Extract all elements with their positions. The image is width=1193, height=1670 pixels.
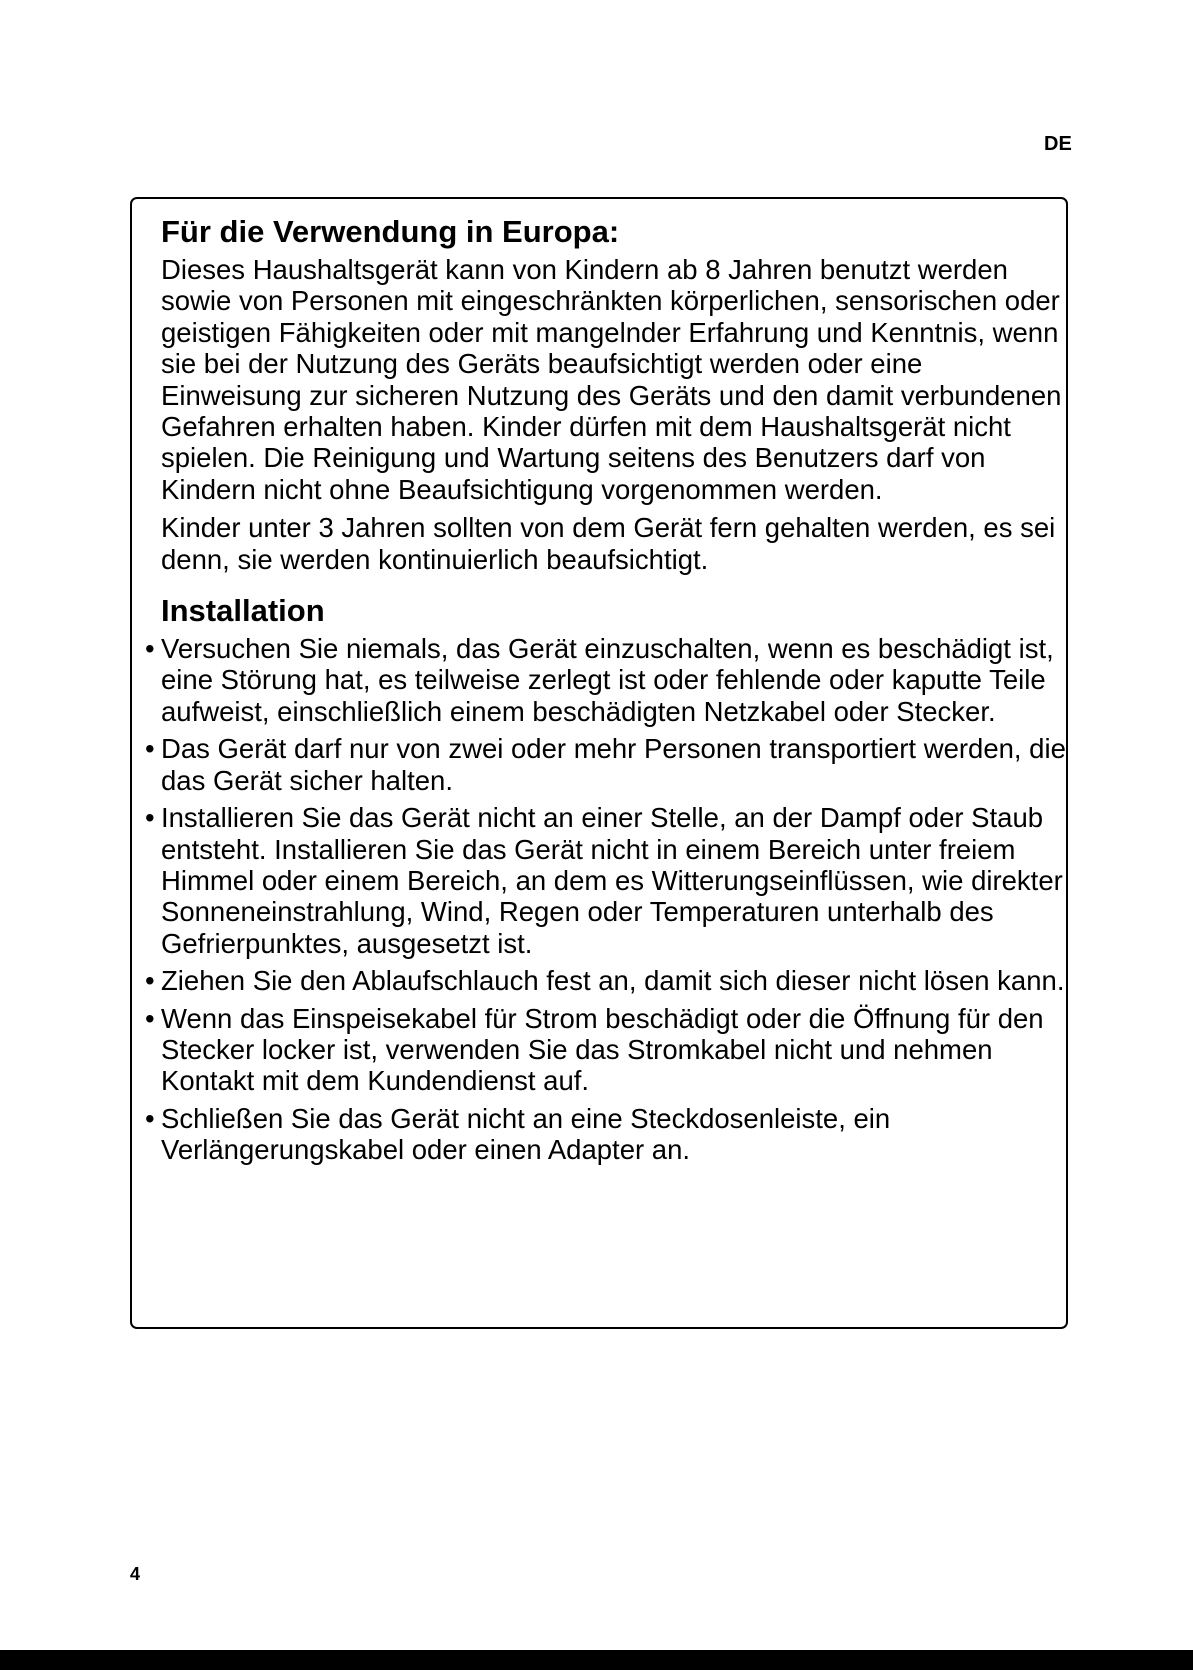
installation-list [145, 633, 1066, 1166]
europe-paragraph: Kinder unter 3 Jahren sollten von dem Gerät fern gehalten werden, es sei denn, sie werden kontinuierlich beaufsichtigt. [161, 512, 1056, 575]
bullet-icon: • [145, 1102, 155, 1134]
installation-item [145, 733, 1066, 796]
installation-item [145, 965, 1066, 997]
safety-notice-box [130, 197, 1068, 1329]
language-code: DE [1044, 133, 1072, 155]
bullet-icon: • [145, 633, 155, 665]
bullet-icon: • [145, 733, 155, 765]
installation-item-text: Wenn das Einspeisekabel für Strom beschädigt oder die Öffnung für den Stecker locker ist, verwenden Sie das Stromkabel nicht und nehmen Kontakt mit dem Kundendienst auf. [161, 1002, 1044, 1097]
europe-heading: Für die Verwendung in Europa: [161, 214, 620, 249]
installation-item [145, 1102, 1066, 1166]
installation-item-text: Schließen Sie das Gerät nicht an eine Steckdosenleiste, ein Verlängerungskabel oder einen Adapter an. [161, 1102, 891, 1166]
installation-item [145, 1002, 1066, 1097]
installation-item-text: Installieren Sie das Gerät nicht an einer Stelle, an der Dampf oder Staub entsteht. Installieren Sie das Gerät nicht in einem Bereich unter freiem Himmel oder einem Bereich, an dem es Witterungseinflüssen, wie direkter Sonneneinstrahlung, Wind, Regen oder Temperaturen unterhalb des Gefrierpunktes, ausgesetzt ist. [161, 802, 1063, 959]
notice-content [145, 214, 1066, 1172]
installation-item-text: Das Gerät darf nur von zwei oder mehr Personen transportiert werden, die das Gerät sicher halten. [161, 733, 1066, 796]
installation-item [145, 802, 1066, 959]
page-number: 4 [130, 1564, 141, 1584]
installation-heading: Installation [161, 593, 325, 629]
bullet-icon: • [145, 1002, 155, 1034]
bullet-icon: • [145, 965, 155, 997]
installation-item-text: Ziehen Sie den Ablaufschlauch fest an, damit sich dieser nicht lösen kann. [161, 965, 1065, 997]
installation-item-text: Versuchen Sie niemals, das Gerät einzuschalten, wenn es beschädigt ist, eine Störung hat, es teilweise zerlegt ist oder fehlende oder kaputte Teile aufweist, einschließlich einem beschädigten Netzkabel oder Stecker. [161, 633, 1054, 727]
europe-paragraph: Dieses Haushaltsgerät kann von Kindern ab 8 Jahren benutzt werden sowie von Personen mit eingeschränkten körperlichen, sensorischen oder geistigen Fähigkeiten oder mit mangelnder Erfahrung und Kenntnis, wenn sie bei der Nutzung des Geräts beaufsichtigt werden oder eine Einweisung zur sicheren Nutzung des Geräts und den damit verbundenen Gefahren erhalten haben. Kinder dürfen mit dem Haushaltsgerät nicht spielen. Die Reinigung und Wartung seitens des Benutzers darf von Kindern nicht ohne Beaufsichtigung vorgenommen werden. [161, 254, 1062, 505]
bottom-edge-bar [0, 1650, 1193, 1670]
installation-item [145, 633, 1066, 727]
bullet-icon: • [145, 802, 155, 834]
